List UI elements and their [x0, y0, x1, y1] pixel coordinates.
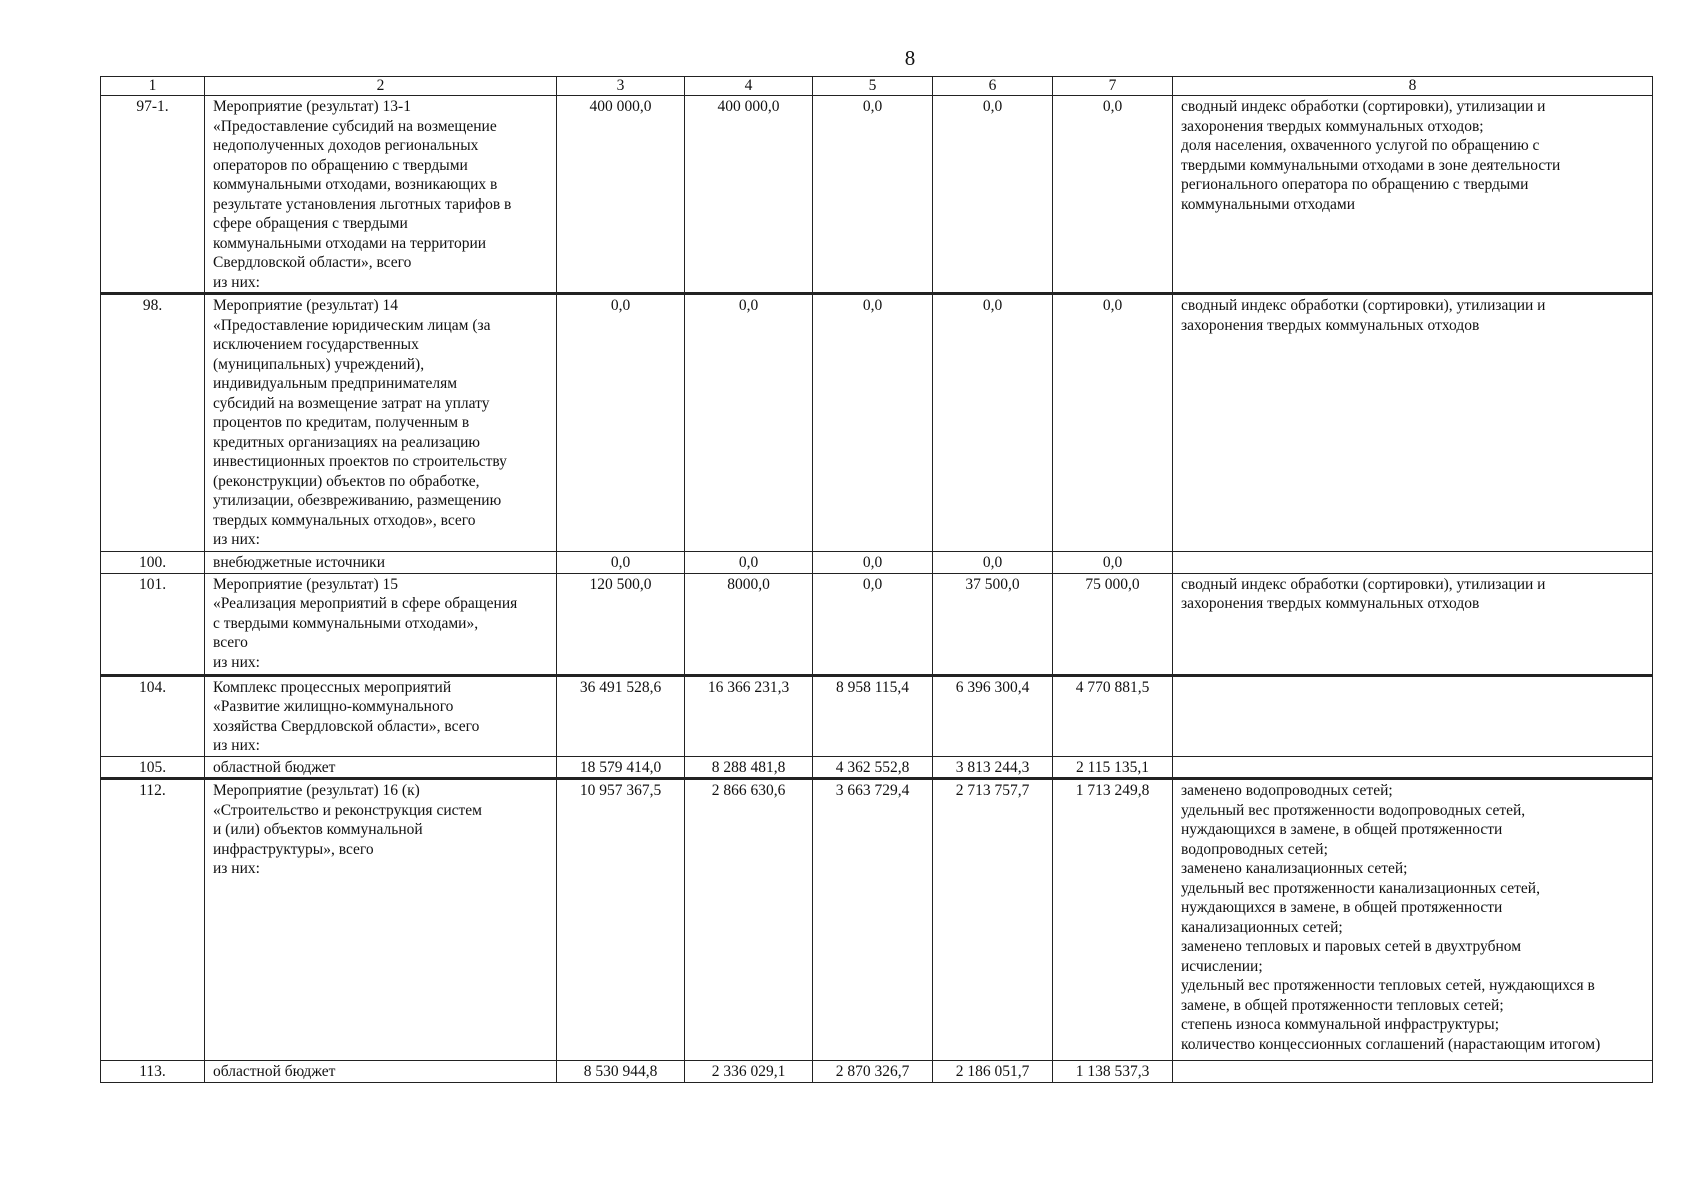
- column-number: 1: [101, 77, 205, 96]
- amount-cell: 8 530 944,8: [557, 1061, 685, 1083]
- description-line: «Развитие жилищно-коммунального: [213, 698, 454, 715]
- amount-cell: 400 000,0: [685, 96, 813, 294]
- indicator-line: коммунальными отходами: [1181, 195, 1356, 213]
- row-description: [205, 96, 557, 294]
- row-number: 101.: [101, 573, 205, 675]
- amount-cell: 8 288 481,8: [685, 756, 813, 779]
- description-line: внебюджетные источники: [213, 554, 385, 571]
- description-line: коммунальными отходами, возникающих в: [213, 176, 498, 193]
- description-line: с твердыми коммунальными отходами»,: [213, 614, 479, 632]
- row-number: 112.: [101, 779, 205, 1061]
- table-row: [101, 675, 1653, 756]
- indicator-line: удельный вес протяженности водопроводных сетей,: [1181, 801, 1526, 819]
- description-line: Мероприятие (результат) 16 (к): [213, 782, 420, 799]
- indicator-line: захоронения твердых коммунальных отходов;: [1181, 117, 1484, 135]
- amount-cell: 0,0: [685, 552, 813, 574]
- amount-cell: 10 957 367,5: [557, 779, 685, 1061]
- amount-cell: 36 491 528,6: [557, 675, 685, 756]
- amount-cell: 400 000,0: [557, 96, 685, 294]
- row-indicator: [1173, 552, 1653, 574]
- indicator-line: сводный индекс обработки (сортировки), утилизации и: [1181, 575, 1546, 593]
- amount-cell: 0,0: [1053, 294, 1173, 552]
- description-line: «Строительство и реконструкция систем: [213, 801, 482, 819]
- amount-cell: 2 336 029,1: [685, 1061, 813, 1083]
- column-number: 4: [685, 77, 813, 96]
- description-line: коммунальными отходами на территории: [213, 234, 487, 252]
- table-row: [101, 779, 1653, 1061]
- indicator-line: количество концессионных соглашений (нарастающим итогом): [1181, 1035, 1601, 1053]
- description-line: утилизации, обезвреживанию, размещению: [213, 492, 502, 509]
- description-line: твердых коммунальных отходов», всего: [213, 511, 476, 529]
- description-line: «Предоставление юридическим лицам (за: [213, 316, 491, 334]
- amount-cell: 8000,0: [685, 573, 813, 675]
- amount-cell: 1 138 537,3: [1053, 1061, 1173, 1083]
- indicator-line: заменено водопроводных сетей;: [1181, 782, 1393, 799]
- description-line: «Предоставление субсидий на возмещение: [213, 117, 497, 135]
- description-line: субсидий на возмещение затрат на уплату: [213, 394, 490, 412]
- indicator-line: сводный индекс обработки (сортировки), утилизации и: [1181, 297, 1546, 314]
- column-number: 2: [205, 77, 557, 96]
- description-line: и (или) объектов коммунальной: [213, 821, 423, 838]
- amount-cell: 0,0: [813, 294, 933, 552]
- description-line: хозяйства Свердловской области», всего: [213, 717, 480, 735]
- row-description: [205, 573, 557, 675]
- description-line: Комплекс процессных мероприятий: [213, 678, 452, 696]
- description-line: (муниципальных) учреждений),: [213, 355, 425, 373]
- indicator-line: заменено тепловых и паровых сетей в двухтрубном: [1181, 938, 1522, 955]
- indicator-line: твердыми коммунальными отходами в зоне деятельности: [1181, 156, 1561, 174]
- amount-cell: 0,0: [813, 552, 933, 574]
- indicator-line: нуждающихся в замене, в общей протяженности: [1181, 899, 1503, 916]
- column-number: 3: [557, 77, 685, 96]
- amount-cell: 6 396 300,4: [933, 675, 1053, 756]
- indicator-line: степень износа коммунальной инфраструктуры;: [1181, 1016, 1500, 1033]
- row-description: [205, 552, 557, 574]
- description-line: кредитных организациях на реализацию: [213, 433, 481, 451]
- description-line: инвестиционных проектов по строительству: [213, 453, 507, 470]
- amount-cell: 0,0: [933, 294, 1053, 552]
- column-number-row: [101, 77, 1653, 96]
- row-number: 104.: [101, 675, 205, 756]
- row-indicator: [1173, 294, 1653, 552]
- amount-cell: 37 500,0: [933, 573, 1053, 675]
- description-line: из них:: [213, 273, 260, 291]
- column-number: 7: [1053, 77, 1173, 96]
- description-line: всего: [213, 634, 248, 651]
- column-number: 5: [813, 77, 933, 96]
- description-line: из них:: [213, 531, 260, 548]
- description-line: сфере обращения с твердыми: [213, 215, 408, 232]
- amount-cell: 16 366 231,3: [685, 675, 813, 756]
- description-line: (реконструкции) объектов по обработке,: [213, 472, 480, 490]
- table-row: [101, 573, 1653, 675]
- table-body: [101, 77, 1653, 1083]
- description-line: исключением государственных: [213, 336, 419, 353]
- row-indicator: [1173, 779, 1653, 1061]
- amount-cell: 0,0: [933, 96, 1053, 294]
- row-number: 113.: [101, 1061, 205, 1083]
- amount-cell: 2 115 135,1: [1053, 756, 1173, 779]
- indicator-line: водопроводных сетей;: [1181, 840, 1328, 858]
- description-line: Мероприятие (результат) 15: [213, 575, 399, 593]
- amount-cell: 2 866 630,6: [685, 779, 813, 1061]
- description-line: из них:: [213, 860, 260, 877]
- amount-cell: 0,0: [813, 96, 933, 294]
- row-indicator: [1173, 675, 1653, 756]
- indicator-line: удельный вес протяженности тепловых сетей, нуждающихся в: [1181, 977, 1595, 994]
- indicator-line: замене, в общей протяженности тепловых сетей;: [1181, 996, 1504, 1014]
- amount-cell: 0,0: [813, 573, 933, 675]
- indicator-line: нуждающихся в замене, в общей протяженности: [1181, 821, 1503, 838]
- amount-cell: 75 000,0: [1053, 573, 1173, 675]
- row-number: 98.: [101, 294, 205, 552]
- description-line: Свердловской области», всего: [213, 254, 412, 271]
- budget-table: [100, 76, 1653, 1083]
- description-line: Мероприятие (результат) 14: [213, 297, 399, 314]
- indicator-line: удельный вес протяженности канализационных сетей,: [1181, 879, 1540, 897]
- description-line: областной бюджет: [213, 1063, 336, 1080]
- description-line: недополученных доходов региональных: [213, 137, 479, 154]
- row-indicator: [1173, 756, 1653, 779]
- amount-cell: 2 186 051,7: [933, 1061, 1053, 1083]
- indicator-line: сводный индекс обработки (сортировки), утилизации и: [1181, 98, 1546, 115]
- description-line: инфраструктуры», всего: [213, 840, 374, 858]
- description-line: операторов по обращению с твердыми: [213, 156, 468, 174]
- table-row: [101, 1061, 1653, 1083]
- amount-cell: 120 500,0: [557, 573, 685, 675]
- row-description: [205, 675, 557, 756]
- row-indicator: [1173, 573, 1653, 675]
- indicator-line: исчислении;: [1181, 957, 1263, 975]
- description-line: «Реализация мероприятий в сфере обращения: [213, 595, 518, 612]
- description-line: Мероприятие (результат) 13-1: [213, 98, 411, 115]
- description-line: процентов по кредитам, полученным в: [213, 414, 470, 431]
- row-indicator: [1173, 96, 1653, 294]
- indicator-line: захоронения твердых коммунальных отходов: [1181, 316, 1480, 334]
- row-description: [205, 1061, 557, 1083]
- row-description: [205, 756, 557, 779]
- description-line: из них:: [213, 737, 260, 754]
- description-line: из них:: [213, 653, 260, 671]
- row-indicator: [1173, 1061, 1653, 1083]
- row-number: 100.: [101, 552, 205, 574]
- amount-cell: 1 713 249,8: [1053, 779, 1173, 1061]
- row-number: 105.: [101, 756, 205, 779]
- amount-cell: 4 770 881,5: [1053, 675, 1173, 756]
- amount-cell: 0,0: [557, 552, 685, 574]
- amount-cell: 8 958 115,4: [813, 675, 933, 756]
- row-number: 97-1.: [101, 96, 205, 294]
- description-line: индивидуальным предпринимателям: [213, 375, 458, 392]
- indicator-line: канализационных сетей;: [1181, 918, 1343, 936]
- amount-cell: 2 870 326,7: [813, 1061, 933, 1083]
- amount-cell: 2 713 757,7: [933, 779, 1053, 1061]
- amount-cell: 0,0: [685, 294, 813, 552]
- amount-cell: 18 579 414,0: [557, 756, 685, 779]
- column-number: 6: [933, 77, 1053, 96]
- amount-cell: 0,0: [557, 294, 685, 552]
- column-number: 8: [1173, 77, 1653, 96]
- amount-cell: 3 663 729,4: [813, 779, 933, 1061]
- amount-cell: 3 813 244,3: [933, 756, 1053, 779]
- table-row: [101, 294, 1653, 552]
- description-line: результате установления льготных тарифов в: [213, 195, 512, 213]
- row-description: [205, 294, 557, 552]
- amount-cell: 0,0: [1053, 96, 1173, 294]
- amount-cell: 0,0: [933, 552, 1053, 574]
- indicator-line: регионального оператора по обращению с твердыми: [1181, 176, 1529, 193]
- amount-cell: 4 362 552,8: [813, 756, 933, 779]
- amount-cell: 0,0: [1053, 552, 1173, 574]
- indicator-line: захоронения твердых коммунальных отходов: [1181, 595, 1480, 612]
- row-description: [205, 779, 557, 1061]
- description-line: областной бюджет: [213, 758, 336, 776]
- indicator-line: заменено канализационных сетей;: [1181, 860, 1408, 877]
- table-row: [101, 96, 1653, 294]
- table-row: [101, 756, 1653, 779]
- page-number: 8: [904, 46, 916, 70]
- indicator-line: доля населения, охваченного услугой по обращению с: [1181, 137, 1540, 154]
- table-row: [101, 552, 1653, 574]
